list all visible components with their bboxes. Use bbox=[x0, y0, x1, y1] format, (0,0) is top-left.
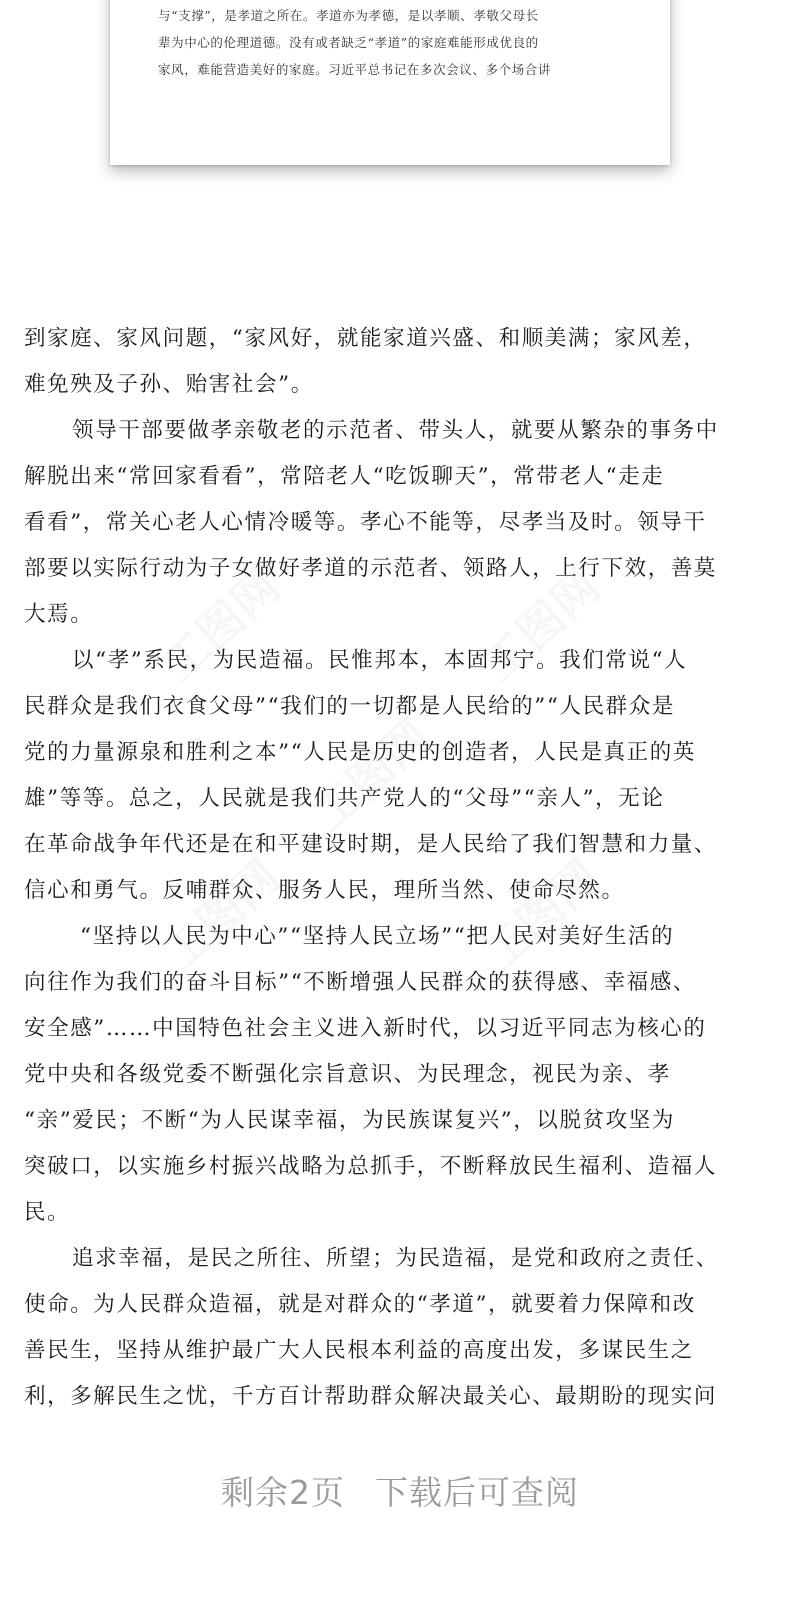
text-line: 使命。为人民群众造福，就是对群众的“孝道”，就要着力保障和改 bbox=[24, 1292, 696, 1317]
text-line: 追求幸福，是民之所往、所望；为民造福，是党和政府之责任、 bbox=[72, 1246, 719, 1271]
preview-line: 辈为中心的伦理道德。没有或者缺乏“孝道”的家庭难能形成优良的 bbox=[158, 35, 539, 50]
text-line: 党中央和各级党委不断强化宗旨意识、为民理念，视民为亲、孝 bbox=[24, 1062, 671, 1087]
preview-text bbox=[158, 2, 630, 83]
download-to-view-label: 下载后可查阅 bbox=[375, 1473, 579, 1512]
text-line: “坚持以人民为中心”“坚持人民立场”“把人民对美好生活的 bbox=[80, 924, 675, 949]
text-line: 信心和勇气。反哺群众、服务人民，理所当然、使命尽然。 bbox=[24, 878, 625, 903]
text-line: 以“孝”系民，为民造福。民惟邦本，本固邦宁。我们常说“人 bbox=[72, 648, 688, 673]
remaining-pages-label: 剩余2页 bbox=[221, 1473, 345, 1512]
text-line: 安全感”……中国特色社会主义进入新时代，以习近平同志为核心的 bbox=[24, 1016, 707, 1041]
text-line: 民。 bbox=[24, 1200, 71, 1225]
text-line: “亲”爱民；不断“为人民谋幸福，为民族谋复兴”，以脱贫攻坚为 bbox=[24, 1108, 675, 1133]
remaining-pages-prompt[interactable] bbox=[0, 1467, 800, 1514]
text-line: 民群众是我们衣食父母”“我们的一切都是人民给的”“人民群众是 bbox=[24, 694, 675, 719]
document-preview-card bbox=[110, 0, 670, 165]
text-line: 看看”，常关心老人心情冷暖等。孝心不能等，尽孝当及时。领导干 bbox=[24, 510, 707, 535]
text-line: 利，多解民生之忧，千方百计帮助群众解决最关心、最期盼的现实问 bbox=[24, 1384, 718, 1409]
text-line: 解脱出来“常回家看看”，常陪老人“吃饭聊天”，常带老人“走走 bbox=[24, 464, 665, 489]
text-line: 大焉。 bbox=[24, 602, 94, 627]
text-line: 在革命战争年代还是在和平建设时期，是人民给了我们智慧和力量、 bbox=[24, 832, 718, 857]
text-line: 党的力量源泉和胜利之本”“人民是历史的创造者，人民是真正的英 bbox=[24, 740, 696, 765]
text-line: 部要以实际行动为子女做好孝道的示范者、领路人，上行下效，善莫 bbox=[24, 556, 718, 581]
text-line: 难免殃及子孙、贻害社会”。 bbox=[24, 372, 314, 397]
preview-line: 家风，难能营造美好的家庭。习近平总书记在多次会议、多个场合讲 bbox=[158, 62, 552, 77]
text-line: 到家庭、家风问题，“家风好，就能家道兴盛、和顺美满；家风差， bbox=[24, 326, 707, 351]
text-line: 善民生，坚持从维护最广大人民根本利益的高度出发，多谋民生之 bbox=[24, 1338, 694, 1363]
text-line: 雄”等等。总之，人民就是我们共产党人的“父母”“亲人”，无论 bbox=[24, 786, 665, 811]
text-line: 领导干部要做孝亲敬老的示范者、带头人，就要从繁杂的事务中 bbox=[72, 418, 719, 443]
text-line: 向往作为我们的奋斗目标”“不断增强人民群众的获得感、幸福感、 bbox=[24, 970, 696, 995]
preview-line: 与“支撑”，是孝道之所在。孝道亦为孝德，是以孝顺、孝敬父母长 bbox=[158, 8, 539, 23]
text-line: 突破口，以实施乡村振兴战略为总抓手，不断释放民生福利、造福人 bbox=[24, 1154, 718, 1179]
